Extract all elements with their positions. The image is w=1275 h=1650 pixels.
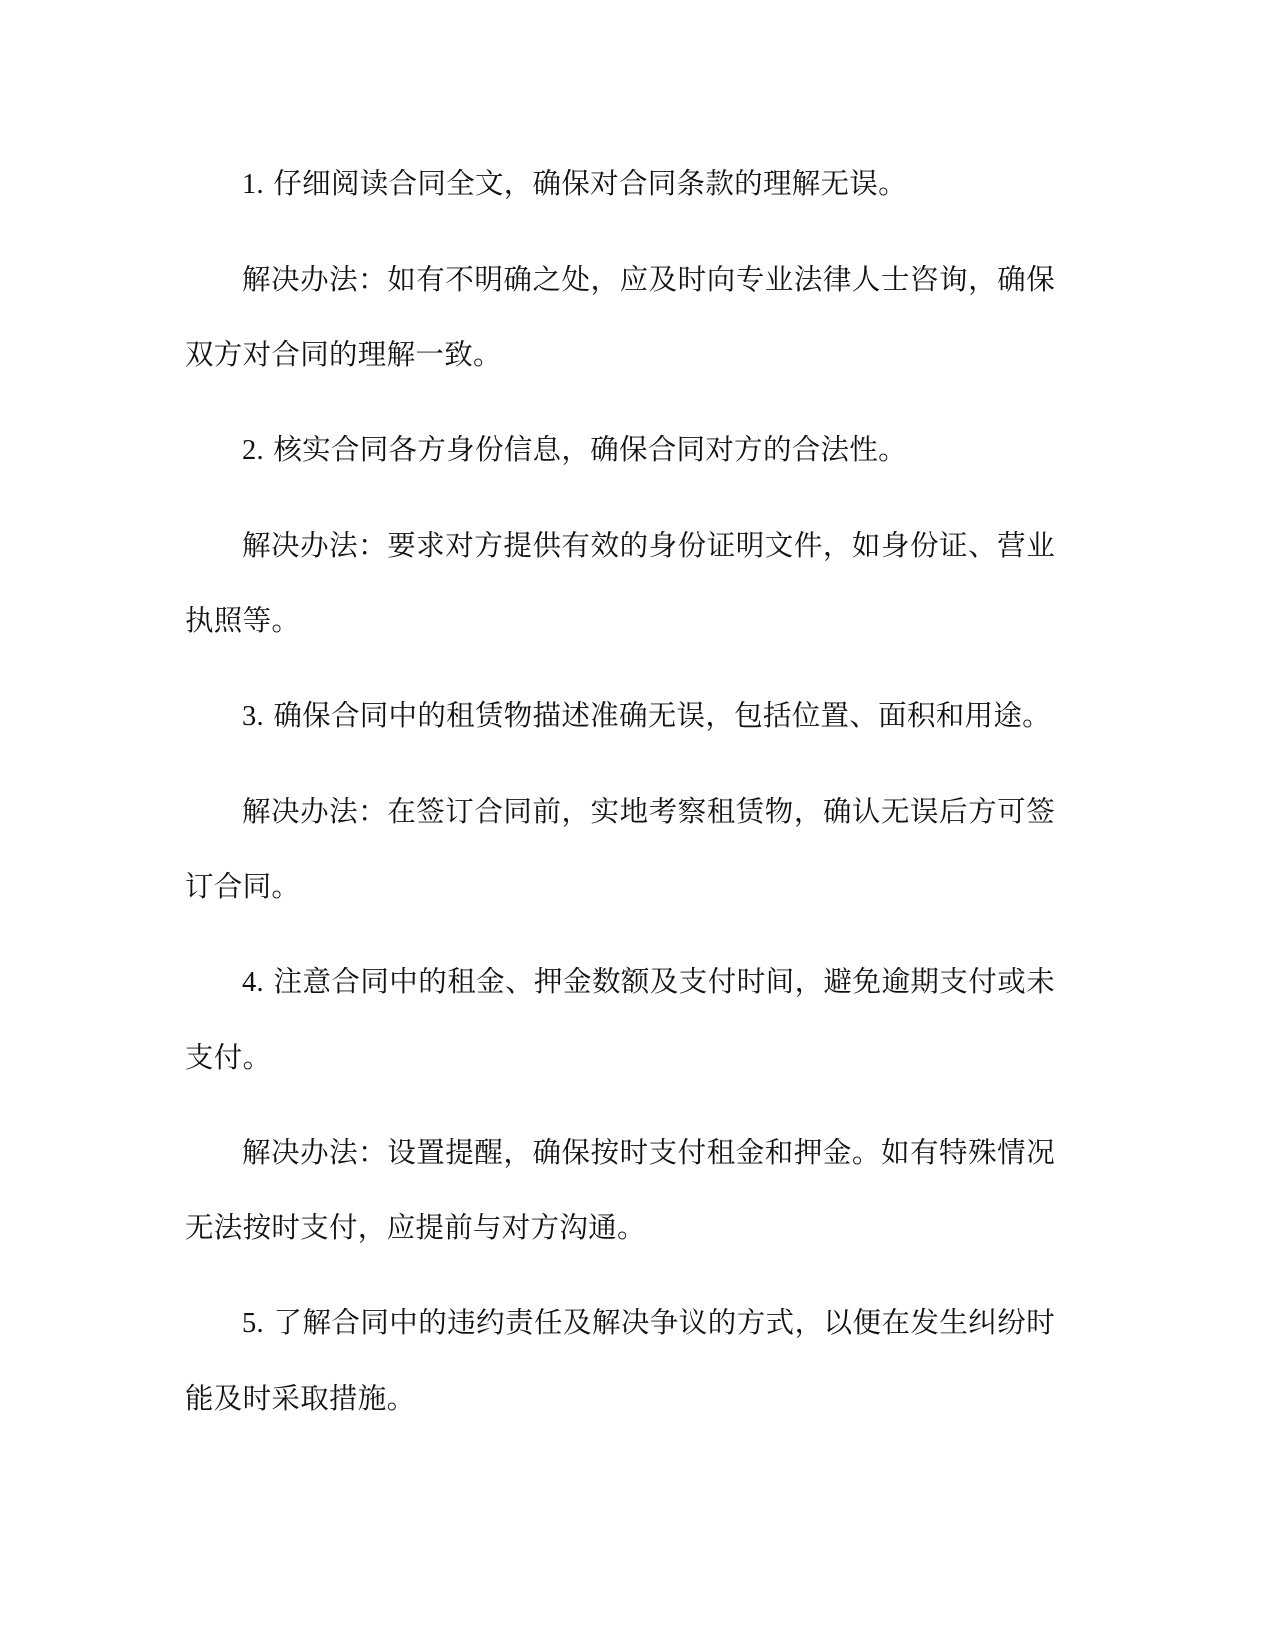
item-4-solution: 解决办法：设置提醒，确保按时支付租金和押金。如有特殊情况无法按时支付，应提前与对方沟通。 <box>185 1136 1055 1244</box>
item-3-number: 3. <box>242 701 264 732</box>
item-1-number: 1. <box>242 169 264 200</box>
item-5-issue <box>185 1285 1055 1436</box>
item-2-solution: 解决办法：要求对方提供有效的身份证明文件，如身份证、营业执照等。 <box>185 529 1055 637</box>
item-1-issue-text: 仔细阅读合同全文，确保对合同条款的理解无误。 <box>273 167 907 200</box>
item-5-number: 5. <box>242 1308 264 1339</box>
item-3-issue <box>185 678 1055 754</box>
item-4-issue-text: 注意合同中的租金、押金数额及支付时间，避免逾期支付或未支付。 <box>185 965 1055 1074</box>
item-4-number: 4. <box>242 967 264 998</box>
item-1-issue <box>185 146 1055 222</box>
item-5-issue-text: 了解合同中的违约责任及解决争议的方式，以便在发生纠纷时能及时采取措施。 <box>185 1306 1055 1415</box>
item-1-solution: 解决办法：如有不明确之处，应及时向专业法律人士咨询，确保双方对合同的理解一致。 <box>185 263 1055 371</box>
item-2-number: 2. <box>242 435 264 466</box>
item-2-issue-text: 核实合同各方身份信息，确保合同对方的合法性。 <box>273 433 907 466</box>
item-2-issue <box>185 412 1055 488</box>
item-3-issue-text: 确保合同中的租赁物描述准确无误，包括位置、面积和用途。 <box>273 699 1051 732</box>
item-4-issue <box>185 944 1055 1095</box>
document-body <box>185 146 1055 1436</box>
item-3-solution: 解决办法：在签订合同前，实地考察租赁物，确认无误后方可签订合同。 <box>185 795 1055 903</box>
